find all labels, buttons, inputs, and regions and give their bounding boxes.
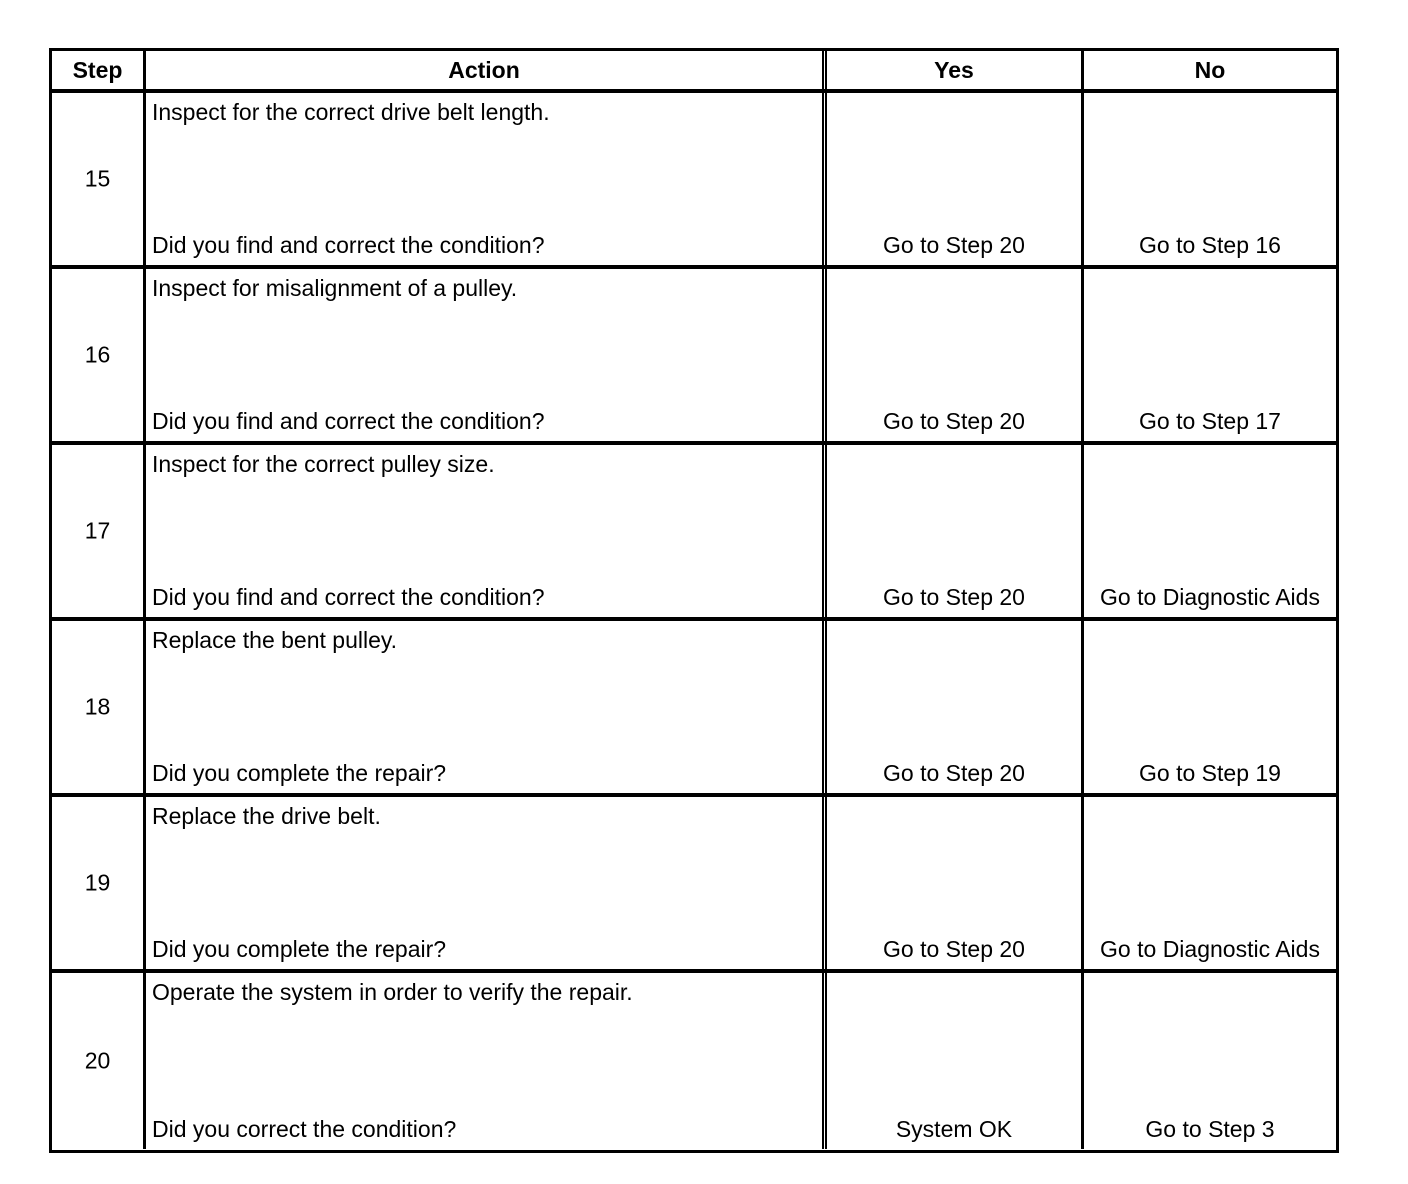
yes-cell — [827, 93, 1084, 265]
action-question: Did you complete the repair? — [152, 760, 447, 786]
step-cell — [52, 445, 146, 617]
action-instruction: Replace the bent pulley. — [152, 627, 398, 653]
no-answer: Go to Step 3 — [1145, 1116, 1275, 1142]
action-instruction: Inspect for the correct drive belt length. — [152, 99, 550, 125]
yes-answer: Go to Step 20 — [883, 584, 1025, 610]
table-header-row — [52, 51, 1336, 93]
action-cell — [146, 445, 827, 617]
action-instruction: Inspect for misalignment of a pulley. — [152, 275, 518, 301]
step-number: 16 — [84, 341, 111, 368]
action-question: Did you find and correct the condition? — [152, 232, 545, 258]
diagnostic-table — [49, 48, 1339, 1153]
table-row — [52, 269, 1336, 445]
header-yes: Yes — [827, 51, 1084, 89]
yes-answer: Go to Step 20 — [883, 232, 1025, 258]
no-cell — [1084, 973, 1336, 1149]
action-cell — [146, 973, 827, 1149]
step-cell — [52, 269, 146, 441]
yes-cell — [827, 973, 1084, 1149]
action-question: Did you find and correct the condition? — [152, 584, 545, 610]
action-cell — [146, 621, 827, 793]
table-row — [52, 973, 1336, 1149]
yes-answer: Go to Step 20 — [883, 936, 1025, 962]
no-cell — [1084, 93, 1336, 265]
action-instruction: Inspect for the correct pulley size. — [152, 451, 495, 477]
step-cell — [52, 973, 146, 1149]
yes-answer: Go to Step 20 — [883, 408, 1025, 434]
header-no: No — [1194, 56, 1226, 83]
header-step: Step — [52, 51, 146, 89]
step-number: 18 — [84, 693, 111, 720]
yes-cell — [827, 797, 1084, 969]
table-row — [52, 797, 1336, 973]
step-cell — [52, 621, 146, 793]
action-cell — [146, 797, 827, 969]
step-cell — [52, 797, 146, 969]
no-cell — [1084, 621, 1336, 793]
action-question: Did you complete the repair? — [152, 936, 447, 962]
yes-answer: Go to Step 20 — [883, 760, 1025, 786]
no-answer: Go to Diagnostic Aids — [1100, 584, 1320, 610]
table-row — [52, 93, 1336, 269]
action-question: Did you find and correct the condition? — [152, 408, 545, 434]
yes-cell — [827, 269, 1084, 441]
no-cell — [1084, 797, 1336, 969]
step-number: 15 — [84, 165, 111, 192]
no-answer: Go to Step 19 — [1139, 760, 1281, 786]
no-answer: Go to Step 17 — [1139, 408, 1281, 434]
yes-answer: System OK — [895, 1116, 1013, 1142]
yes-cell — [827, 621, 1084, 793]
no-cell — [1084, 269, 1336, 441]
action-instruction: Operate the system in order to verify the repair. — [152, 979, 633, 1005]
step-number: 20 — [84, 1047, 111, 1074]
header-action: Action — [146, 51, 827, 89]
no-cell — [1084, 445, 1336, 617]
action-question: Did you correct the condition? — [152, 1116, 457, 1142]
action-cell — [146, 93, 827, 265]
table-row — [52, 445, 1336, 621]
step-number: 19 — [84, 869, 111, 896]
action-instruction: Replace the drive belt. — [152, 803, 381, 829]
step-number: 17 — [84, 517, 111, 544]
table-row — [52, 621, 1336, 797]
yes-cell — [827, 445, 1084, 617]
action-cell — [146, 269, 827, 441]
no-answer: Go to Diagnostic Aids — [1100, 936, 1320, 962]
no-answer: Go to Step 16 — [1139, 232, 1281, 258]
step-cell — [52, 93, 146, 265]
